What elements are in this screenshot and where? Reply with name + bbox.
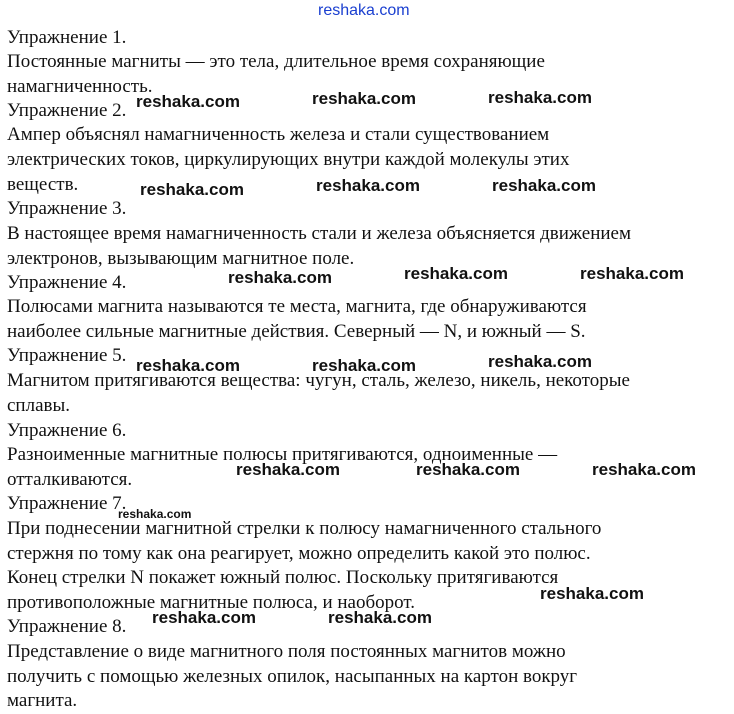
text-line: электронов, вызывающим магнитное поле. <box>7 248 355 269</box>
exercise-heading-7: Упражнение 7. <box>7 493 127 514</box>
watermark: reshaka.com <box>312 89 416 108</box>
text-line: отталкиваются. <box>7 469 133 490</box>
exercise-heading-2: Упражнение 2. <box>7 100 127 121</box>
text-line: противоположные магнитные полюса, и наоборот. <box>7 592 416 613</box>
watermark: reshaka.com <box>228 268 332 287</box>
text-line: Постоянные магниты — это тела, длительное время сохраняющие <box>7 51 545 72</box>
watermark: reshaka.com <box>140 180 244 199</box>
text-line: веществ. <box>7 174 79 195</box>
text-line: Разноименные магнитные полюсы притягиваются, одноименные — <box>7 444 558 465</box>
text-line: намагниченность. <box>7 76 153 97</box>
text-line: Представление о виде магнитного поля постоянных магнитов можно <box>7 641 566 662</box>
text-line: получить с помощью железных опилок, насыпанных на картон вокруг <box>7 666 578 687</box>
text-line: В настоящее время намагниченность стали и железа объясняется движением <box>7 223 631 244</box>
text-line: стержня по тому как она реагирует, можно определить какой это полюс. <box>7 543 591 564</box>
watermark: reshaka.com <box>118 507 192 521</box>
watermark: reshaka.com <box>540 584 644 603</box>
watermark: reshaka.com <box>136 92 240 111</box>
text-line: Магнитом притягиваются вещества: чугун, сталь, железо, никель, некоторые <box>7 370 630 391</box>
watermark: reshaka.com <box>328 608 432 627</box>
watermark: reshaka.com <box>404 264 508 283</box>
watermark: reshaka.com <box>592 460 696 479</box>
watermark: reshaka.com <box>316 176 420 195</box>
text-line: Конец стрелки N покажет южный полюс. Поскольку притягиваются <box>7 567 559 588</box>
watermark: reshaka.com <box>416 460 520 479</box>
watermark: reshaka.com <box>488 88 592 107</box>
header-watermark: reshaka.com <box>318 2 410 19</box>
watermark: reshaka.com <box>136 356 240 375</box>
exercise-heading-6: Упражнение 6. <box>7 420 127 441</box>
text-line: Полюсами магнита называются те места, магнита, где обнаруживаются <box>7 296 587 317</box>
exercise-heading-3: Упражнение 3. <box>7 198 127 219</box>
watermark: reshaka.com <box>312 356 416 375</box>
watermark: reshaka.com <box>236 460 340 479</box>
watermark: reshaka.com <box>580 264 684 283</box>
watermark: reshaka.com <box>152 608 256 627</box>
text-line: Ампер объяснял намагниченность железа и стали существованием <box>7 124 550 145</box>
watermark: reshaka.com <box>492 176 596 195</box>
exercise-heading-1: Упражнение 1. <box>7 27 127 48</box>
text-line: магнита. <box>7 690 78 711</box>
text-line: наиболее сильные магнитные действия. Северный — N, и южный — S. <box>7 321 586 342</box>
exercise-heading-4: Упражнение 4. <box>7 272 127 293</box>
text-line: сплавы. <box>7 395 71 416</box>
text-line: электрических токов, циркулирующих внутри каждой молекулы этих <box>7 149 570 170</box>
exercise-heading-5: Упражнение 5. <box>7 345 127 366</box>
exercise-heading-8: Упражнение 8. <box>7 616 127 637</box>
text-line: При поднесении магнитной стрелки к полюсу намагниченного стального <box>7 518 602 539</box>
watermark: reshaka.com <box>488 352 592 371</box>
